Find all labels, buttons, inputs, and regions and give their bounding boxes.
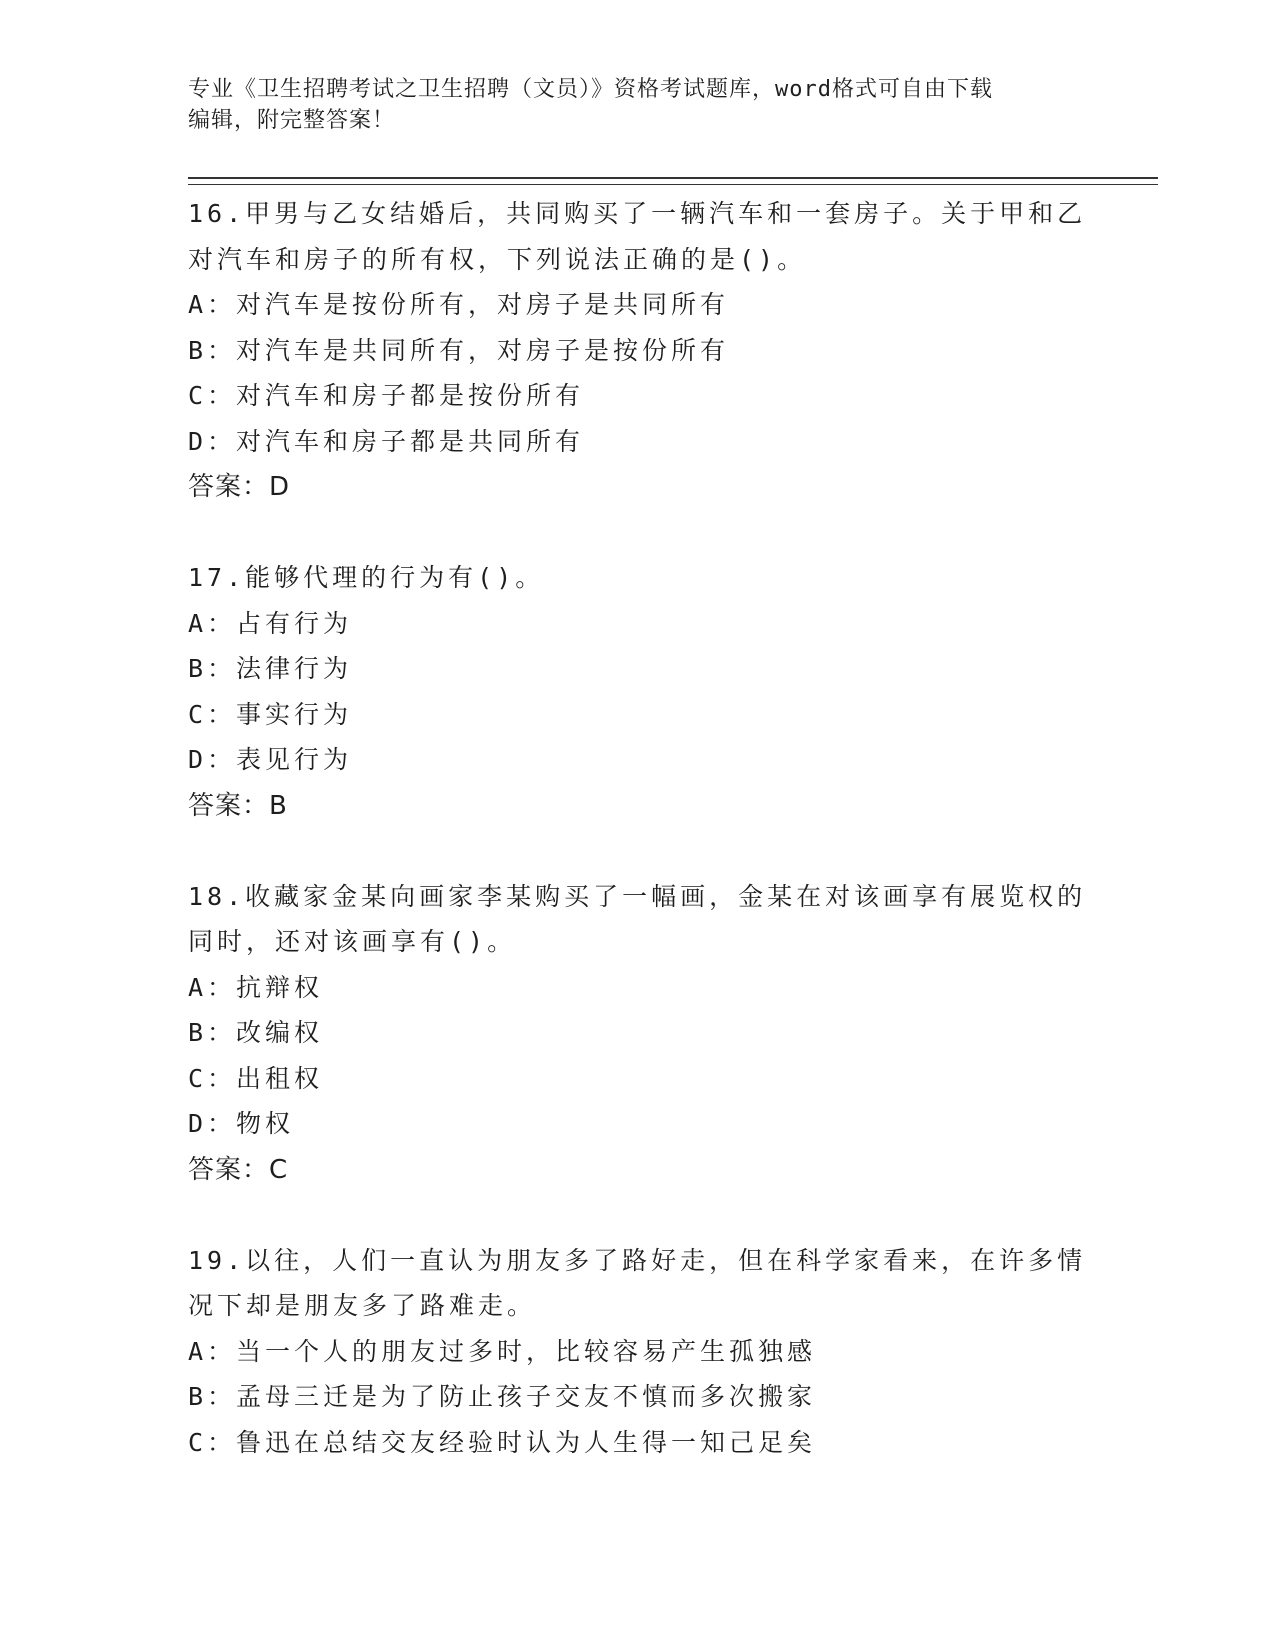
question-stem-line-1: 17.能够代理的行为有()。 <box>188 563 545 592</box>
option-b: B：法律行为 <box>188 654 353 683</box>
header-line-2: 编辑，附完整答案！ <box>188 108 396 133</box>
option-d: D：对汽车和房子都是共同所有 <box>188 426 585 456</box>
question-18 <box>188 874 1088 1193</box>
question-stem-line-1: 16.甲男与乙女结婚后，共同购买了一辆汽车和一套房子。关于甲和乙 <box>188 199 1087 228</box>
answer: 答案：D <box>188 472 291 502</box>
question-stem-line-2: 况下却是朋友多了路难走。 <box>188 1291 537 1320</box>
option-c: C：出租权 <box>188 1063 324 1093</box>
answer: 答案：B <box>188 790 288 821</box>
question-stem-line-1: 18.收藏家金某向画家李某购买了一幅画，金某在对该画享有展览权的 <box>188 881 1087 911</box>
option-c: C：鲁迅在总结交友经验时认为人生得一知己足矣 <box>188 1427 817 1457</box>
option-c: C：事实行为 <box>188 699 353 729</box>
question-17 <box>188 555 1088 829</box>
option-b: B：对汽车是共同所有，对房子是按份所有 <box>188 335 730 365</box>
option-b: B：改编权 <box>188 1018 324 1047</box>
question-list <box>188 191 1088 1510</box>
option-c: C：对汽车和房子都是按份所有 <box>188 381 585 410</box>
document-header <box>188 74 1088 136</box>
option-a: A：抗辩权 <box>188 972 324 1002</box>
option-b: B：孟母三迁是为了防止孩子交友不慎而多次搬家 <box>188 1382 817 1411</box>
header-line-1: 专业《卫生招聘考试之卫生招聘（文员）》资格考试题库，word格式可自由下载 <box>188 77 993 102</box>
option-d: D：物权 <box>188 1109 295 1138</box>
header-divider <box>188 177 1158 185</box>
question-16 <box>188 191 1088 510</box>
question-19 <box>188 1238 1088 1466</box>
option-a: A：占有行为 <box>188 608 353 638</box>
option-a: A：对汽车是按份所有，对房子是共同所有 <box>188 290 730 319</box>
question-stem-line-1: 19.以往，人们一直认为朋友多了路好走，但在科学家看来，在许多情 <box>188 1245 1087 1275</box>
option-a: A：当一个人的朋友过多时，比较容易产生孤独感 <box>188 1336 817 1366</box>
answer: 答案：C <box>188 1154 289 1185</box>
question-stem-line-2: 同时，还对该画享有()。 <box>188 927 517 956</box>
question-stem-line-2: 对汽车和房子的所有权，下列说法正确的是()。 <box>188 244 807 274</box>
option-d: D：表见行为 <box>188 745 353 774</box>
